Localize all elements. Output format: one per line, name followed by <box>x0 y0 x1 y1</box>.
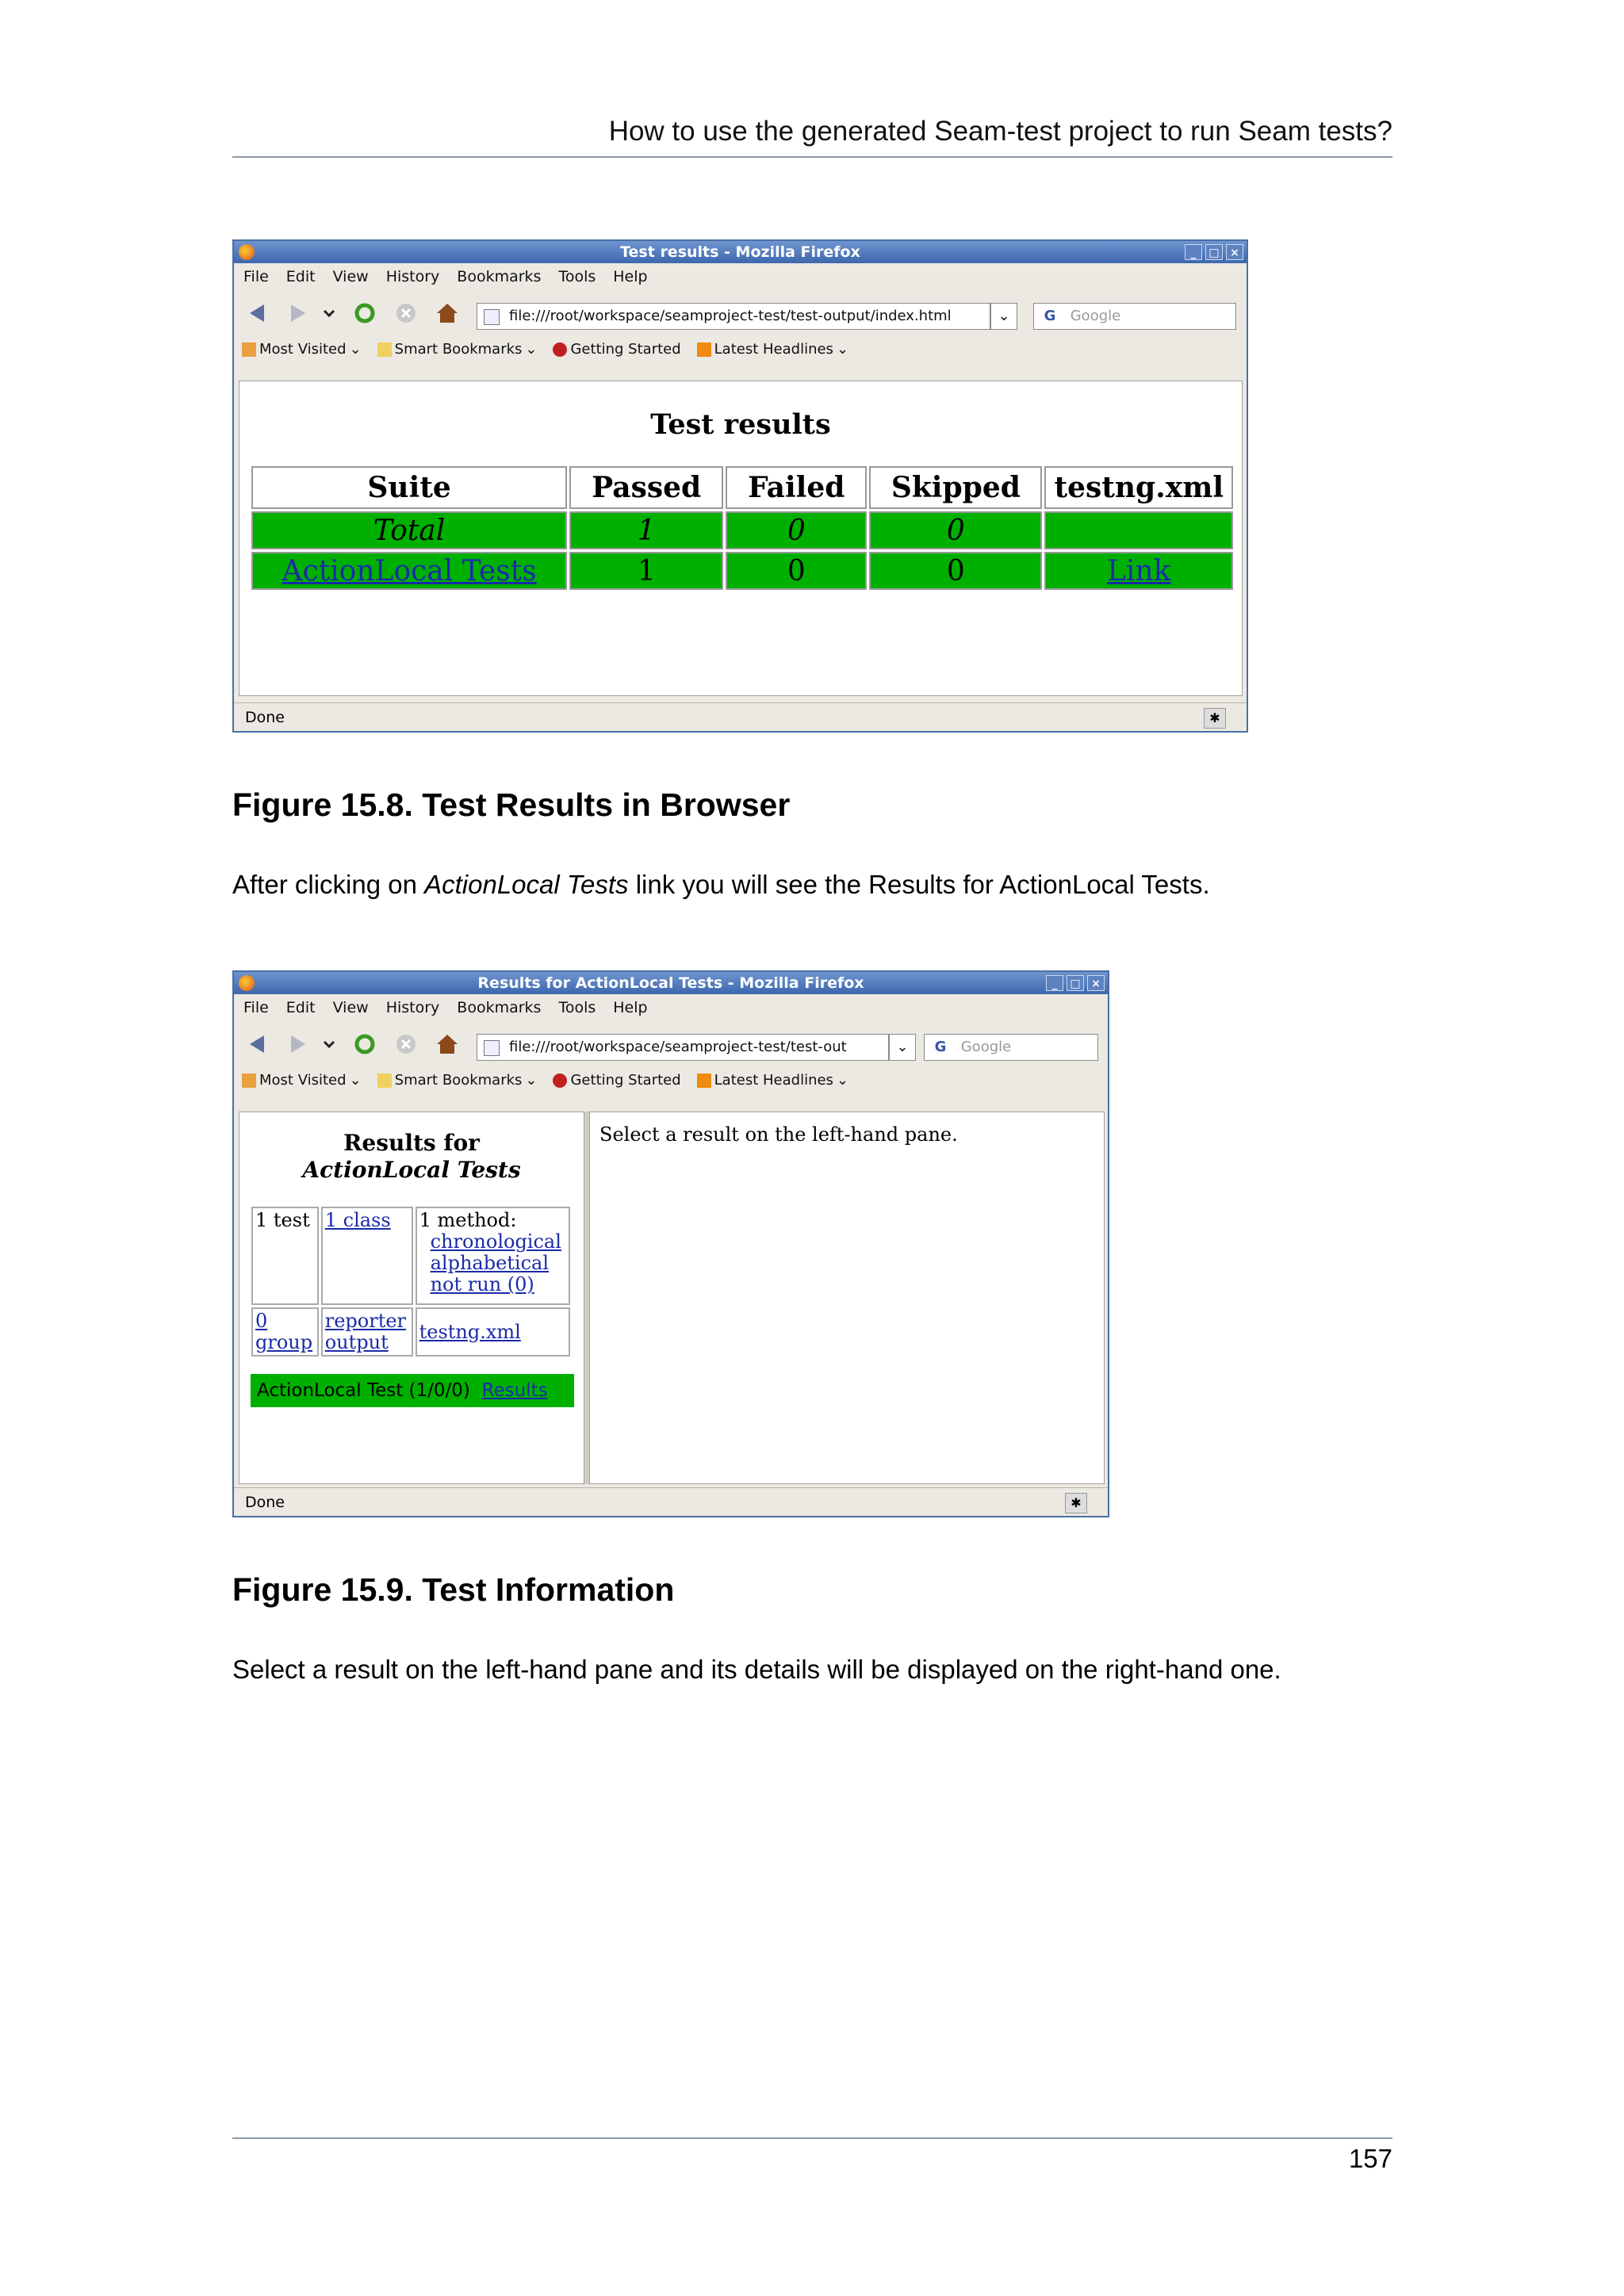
result-label: ActionLocal Test (1/0/0) <box>257 1380 470 1401</box>
status-icon[interactable]: ✱ <box>1204 708 1226 729</box>
window-title: Test results - Mozilla Firefox <box>620 243 860 261</box>
result-row <box>251 1374 574 1407</box>
menu-history[interactable]: History <box>385 268 440 285</box>
figure-caption-1: Figure 15.8. Test Results in Browser <box>232 786 791 823</box>
folder-icon <box>377 342 392 357</box>
menu-bookmarks[interactable]: Bookmarks <box>457 268 542 285</box>
results-link[interactable]: Results <box>481 1380 548 1401</box>
reload-icon[interactable] <box>353 1032 377 1056</box>
search-placeholder: Google <box>1070 308 1121 324</box>
bookmarks-toolbar <box>242 341 848 358</box>
suite-passed: 1 <box>569 552 723 590</box>
search-field[interactable] <box>1033 303 1236 330</box>
menu-history[interactable]: History <box>385 999 440 1016</box>
page-favicon-icon <box>484 1040 500 1056</box>
rss-icon <box>697 342 711 357</box>
left-frame <box>239 1112 584 1484</box>
google-engine-icon[interactable]: G <box>934 1039 947 1055</box>
url-dropdown-button[interactable]: ⌄ <box>990 303 1017 330</box>
home-icon[interactable] <box>435 1032 459 1056</box>
menu-file[interactable]: File <box>243 999 269 1016</box>
maximize-button[interactable]: □ <box>1205 244 1223 260</box>
menu-file[interactable]: File <box>243 268 269 285</box>
maximize-button[interactable]: □ <box>1067 975 1084 991</box>
stop-icon[interactable] <box>394 1032 418 1056</box>
menu-edit[interactable]: Edit <box>285 268 316 285</box>
back-icon[interactable] <box>245 301 269 325</box>
right-frame-text: Select a result on the left-hand pane. <box>599 1123 958 1146</box>
bookmark-most-visited[interactable]: Most Visited ⌄ <box>242 341 362 358</box>
minimize-button[interactable]: _ <box>1185 244 1202 260</box>
back-icon[interactable] <box>245 1032 269 1056</box>
menu-tools[interactable]: Tools <box>558 999 596 1016</box>
menu-view[interactable]: View <box>332 999 369 1016</box>
bookmark-getting-started[interactable]: Getting Started <box>553 1072 680 1089</box>
status-bar <box>234 702 1247 731</box>
close-button[interactable]: × <box>1087 975 1105 991</box>
results-table <box>249 464 1235 592</box>
menu-help[interactable]: Help <box>613 268 648 285</box>
folder-icon <box>242 1073 256 1088</box>
suite-link[interactable]: ActionLocal Tests <box>282 554 537 587</box>
bookmark-smart-bookmarks[interactable]: Smart Bookmarks ⌄ <box>377 1072 538 1089</box>
home-icon[interactable] <box>435 301 459 325</box>
google-engine-icon[interactable]: G <box>1044 308 1056 324</box>
menu-tools[interactable]: Tools <box>558 268 596 285</box>
bookmark-star-icon <box>553 342 567 357</box>
search-field[interactable] <box>924 1034 1098 1061</box>
running-header: How to use the generated Seam-test project to run Seam tests? <box>608 116 1392 147</box>
bookmarks-toolbar <box>242 1072 848 1089</box>
rss-icon <box>697 1073 711 1088</box>
total-suite: Total <box>251 511 567 549</box>
menu-bar <box>243 999 648 1016</box>
url-field[interactable] <box>477 303 990 330</box>
close-button[interactable]: × <box>1226 244 1243 260</box>
suite-skipped: 0 <box>869 552 1042 590</box>
table-header-row <box>251 466 1233 509</box>
bookmark-smart-bookmarks[interactable]: Smart Bookmarks ⌄ <box>377 341 538 358</box>
status-bar <box>234 1487 1108 1516</box>
window-titlebar <box>234 241 1247 263</box>
menu-help[interactable]: Help <box>613 999 648 1016</box>
menu-view[interactable]: View <box>332 268 369 285</box>
search-placeholder: Google <box>960 1039 1012 1055</box>
window-titlebar <box>234 972 1108 994</box>
minimize-button[interactable]: _ <box>1046 975 1063 991</box>
col-passed: Passed <box>569 466 723 509</box>
col-testng-xml: testng.xml <box>1044 466 1233 509</box>
total-skipped: 0 <box>869 511 1042 549</box>
menu-bookmarks[interactable]: Bookmarks <box>457 999 542 1016</box>
bookmark-getting-started[interactable]: Getting Started <box>553 341 680 358</box>
reporter-output-link[interactable]: reporter output <box>324 1310 407 1353</box>
browser-window-results-actionlocal <box>232 970 1109 1517</box>
navigation-toolbar <box>234 293 1247 336</box>
status-text: Done <box>245 709 285 726</box>
testng-xml-link[interactable]: testng.xml <box>419 1320 521 1343</box>
forward-icon[interactable] <box>286 301 310 325</box>
emphasis-actionlocal: ActionLocal Tests <box>424 870 629 899</box>
left-heading-line1: Results for <box>343 1130 480 1156</box>
suite-failed: 0 <box>726 552 867 590</box>
table-row <box>251 552 1233 590</box>
figure-caption-2: Figure 15.9. Test Information <box>232 1571 675 1608</box>
reload-icon[interactable] <box>353 301 377 325</box>
page-number: 157 <box>1348 2144 1392 2173</box>
paragraph-1: After clicking on ActionLocal Tests link you will see the Results for ActionLocal Tests. <box>232 870 1210 899</box>
page-content <box>239 381 1243 696</box>
menu-bar <box>243 268 648 285</box>
col-failed: Failed <box>726 466 867 509</box>
testng-xml-link[interactable]: Link <box>1107 554 1171 587</box>
stop-icon[interactable] <box>394 301 418 325</box>
left-heading-line2: ActionLocal Tests <box>302 1157 521 1183</box>
status-icon[interactable]: ✱ <box>1065 1493 1087 1513</box>
tests-count: 1 test <box>251 1207 319 1305</box>
paragraph-2: Select a result on the left-hand pane and its details will be displayed on the right-hand one. <box>232 1655 1281 1684</box>
header-rule <box>232 156 1392 158</box>
total-row <box>251 511 1233 549</box>
folder-icon <box>377 1073 392 1088</box>
chronological-link[interactable]: chronological <box>430 1230 561 1253</box>
url-dropdown-button[interactable]: ⌄ <box>889 1034 916 1061</box>
bookmark-latest-headlines[interactable]: Latest Headlines ⌄ <box>697 1072 848 1089</box>
alphabetical-link[interactable]: alphabetical <box>430 1252 550 1274</box>
bookmark-most-visited[interactable]: Most Visited ⌄ <box>242 1072 362 1089</box>
url-text: file:///root/workspace/seamproject-test/test-out <box>509 1039 847 1055</box>
forward-icon[interactable] <box>286 1032 310 1056</box>
bookmark-latest-headlines[interactable]: Latest Headlines ⌄ <box>697 341 848 358</box>
status-text: Done <box>245 1494 285 1511</box>
col-suite: Suite <box>251 466 567 509</box>
groups-link[interactable]: 0 group <box>255 1310 313 1353</box>
total-passed: 1 <box>569 511 723 549</box>
footer-rule <box>232 2137 1392 2139</box>
url-field[interactable] <box>477 1034 889 1061</box>
summary-grid <box>249 1204 573 1359</box>
col-skipped: Skipped <box>869 466 1042 509</box>
total-xml <box>1044 511 1233 549</box>
url-text: file:///root/workspace/seamproject-test/test-output/index.html <box>509 308 952 324</box>
methods-count: 1 method: <box>419 1209 517 1231</box>
menu-edit[interactable]: Edit <box>285 999 316 1016</box>
history-dropdown-icon[interactable] <box>321 1032 337 1056</box>
page-favicon-icon <box>484 309 500 325</box>
navigation-toolbar <box>234 1024 1108 1067</box>
bookmark-star-icon <box>553 1073 567 1088</box>
left-heading <box>239 1130 584 1184</box>
folder-icon <box>242 342 256 357</box>
page-heading: Test results <box>650 408 831 441</box>
window-title: Results for ActionLocal Tests - Mozilla Firefox <box>477 974 864 992</box>
history-dropdown-icon[interactable] <box>321 301 337 325</box>
browser-window-test-results <box>232 239 1248 733</box>
not-run-link[interactable]: not run (0) <box>430 1273 534 1295</box>
firefox-logo-icon <box>239 244 255 260</box>
firefox-logo-icon <box>239 975 255 991</box>
right-frame <box>589 1112 1105 1484</box>
total-failed: 0 <box>726 511 867 549</box>
classes-link[interactable]: 1 class <box>324 1209 391 1231</box>
